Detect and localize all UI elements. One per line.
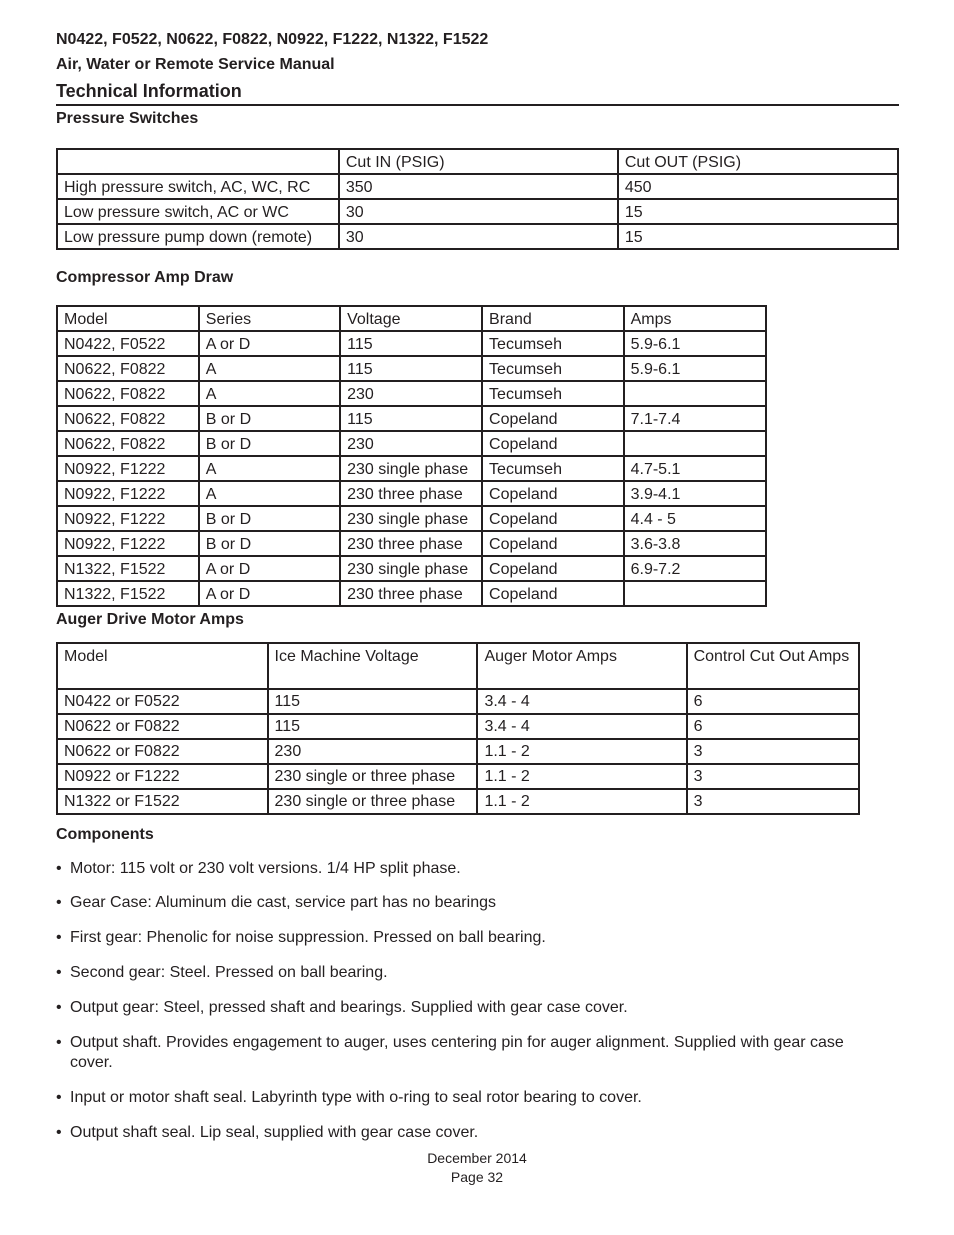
table-cell: 30 [339,224,618,249]
table-cell: 115 [268,689,478,714]
table-row [57,531,766,556]
column-header: Control Cut Out Amps [687,643,859,689]
table-cell: High pressure switch, AC, WC, RC [57,174,339,199]
table-cell: B or D [199,406,340,431]
table-cell: Copeland [482,506,624,531]
table-cell: 6 [687,714,859,739]
table-cell: 450 [618,174,898,199]
table-cell: 230 single phase [340,456,482,481]
table-row [57,431,766,456]
section-title: Technical Information [56,81,242,101]
auger-amps-heading: Auger Drive Motor Amps [56,611,244,628]
table-cell: 1.1 - 2 [477,789,686,814]
table-cell: 230 three phase [340,581,482,606]
list-item-text: Input or motor shaft seal. Labyrinth type with o-ring to seal rotor bearing to cover. [70,1089,642,1106]
column-header: Cut OUT (PSIG) [618,149,898,174]
table-cell: 3 [687,739,859,764]
table-row [57,789,859,814]
model-list-title: N0422, F0522, N0622, F0822, N0922, F1222, N1322, F1522 [56,31,489,48]
table-cell: A or D [199,331,340,356]
table-cell: 115 [340,406,482,431]
list-item [56,1123,886,1143]
list-item [56,963,886,983]
table-cell: 1.1 - 2 [477,764,686,789]
table-cell: A [199,481,340,506]
list-item [56,893,886,913]
table-cell: N0922, F1222 [57,506,199,531]
table-cell: 6 [687,689,859,714]
table-cell: Low pressure pump down (remote) [57,224,339,249]
table-cell: 3 [687,764,859,789]
bullet-icon: • [56,1034,62,1051]
manual-title: Air, Water or Remote Service Manual [56,56,335,73]
bullet-icon: • [56,1089,62,1106]
bullet-icon: • [56,964,62,981]
list-item-text: Output shaft. Provides engagement to auger, uses centering pin for auger alignment. Supplied with gear case cover. [70,1034,844,1071]
auger-amps-table [56,642,860,815]
table-row [57,739,859,764]
table-cell: N0422, F0522 [57,331,199,356]
table-cell: 115 [340,331,482,356]
bullet-icon: • [56,894,62,911]
bullet-icon: • [56,999,62,1016]
table-cell: 4.7-5.1 [624,456,766,481]
table-cell: Tecumseh [482,356,624,381]
table-cell: 230 three phase [340,531,482,556]
column-header: Amps [624,306,766,331]
list-item-text: Gear Case: Aluminum die cast, service part has no bearings [70,894,496,911]
list-item [56,859,886,879]
table-cell: N0622, F0822 [57,356,199,381]
table-cell [624,581,766,606]
table-cell: N0422 or F0522 [57,689,268,714]
table-cell: B or D [199,431,340,456]
list-item [56,998,886,1018]
table-row [57,331,766,356]
table-cell: A or D [199,556,340,581]
table-cell: N0622, F0822 [57,406,199,431]
table-cell: 230 [268,739,478,764]
table-cell: 1.1 - 2 [477,739,686,764]
table-header-row [57,643,859,689]
components-list [56,859,886,1143]
column-header: Brand [482,306,624,331]
table-cell: Low pressure switch, AC or WC [57,199,339,224]
bullet-icon: • [56,860,62,877]
footer-page-number: Page 32 [450,1169,504,1185]
pressure-switches-table [56,148,899,250]
table-cell: Tecumseh [482,381,624,406]
table-row [57,381,766,406]
table-cell: Copeland [482,431,624,456]
table-row [57,406,766,431]
table-cell: N0922, F1222 [57,456,199,481]
column-header [57,149,339,174]
table-cell: N0922 or F1222 [57,764,268,789]
column-header: Model [57,306,199,331]
table-cell: 5.9-6.1 [624,356,766,381]
footer-date: December 2014 [427,1150,527,1166]
column-header: Auger Motor Amps [477,643,686,689]
table-row [57,556,766,581]
column-header: Ice Machine Voltage [268,643,478,689]
table-cell: Copeland [482,581,624,606]
table-cell: 230 [340,431,482,456]
table-cell: 3 [687,789,859,814]
list-item [56,928,886,948]
table-cell: 3.4 - 4 [477,714,686,739]
bullet-icon: • [56,929,62,946]
table-cell: N1322, F1522 [57,556,199,581]
table-row [57,714,859,739]
table-cell: 3.9-4.1 [624,481,766,506]
list-item-text: Second gear: Steel. Pressed on ball bearing. [70,964,388,981]
table-header-row [57,149,898,174]
table-cell: 3.6-3.8 [624,531,766,556]
table-cell: 115 [268,714,478,739]
table-cell: A [199,381,340,406]
table-cell: 15 [618,199,898,224]
table-row [57,174,898,199]
table-cell: 3.4 - 4 [477,689,686,714]
column-header: Cut IN (PSIG) [339,149,618,174]
table-cell: 230 three phase [340,481,482,506]
table-row [57,224,898,249]
table-cell: 7.1-7.4 [624,406,766,431]
table-cell: 5.9-6.1 [624,331,766,356]
list-item [56,1033,886,1073]
table-cell: 230 single or three phase [268,789,478,814]
table-row [57,199,898,224]
table-row [57,481,766,506]
table-cell: Copeland [482,406,624,431]
table-cell: Copeland [482,531,624,556]
table-cell: A [199,356,340,381]
table-header-row [57,306,766,331]
table-cell: 230 single phase [340,556,482,581]
header-rule [56,104,899,106]
table-cell: N0622 or F0822 [57,739,268,764]
table-cell: N1322, F1522 [57,581,199,606]
table-cell [624,431,766,456]
compressor-amp-table [56,305,767,607]
table-cell: 6.9-7.2 [624,556,766,581]
column-header: Series [199,306,340,331]
table-cell: 230 [340,381,482,406]
table-cell: 30 [339,199,618,224]
table-row [57,581,766,606]
table-cell: 15 [618,224,898,249]
table-row [57,456,766,481]
pressure-switches-heading: Pressure Switches [56,110,199,127]
table-row [57,356,766,381]
table-cell: Tecumseh [482,331,624,356]
table-cell: B or D [199,531,340,556]
table-cell: N0922, F1222 [57,531,199,556]
column-header: Model [57,643,268,689]
list-item-text: Output gear: Steel, pressed shaft and bearings. Supplied with gear case cover. [70,999,628,1016]
table-row [57,506,766,531]
table-cell: N1322 or F1522 [57,789,268,814]
table-cell: 230 single or three phase [268,764,478,789]
list-item-text: First gear: Phenolic for noise suppression. Pressed on ball bearing. [70,929,546,946]
table-cell [624,381,766,406]
table-cell: 4.4 - 5 [624,506,766,531]
table-cell: A [199,456,340,481]
table-cell: 230 single phase [340,506,482,531]
list-item-text: Motor: 115 volt or 230 volt versions. 1/4 HP split phase. [70,860,461,877]
table-cell: N0922, F1222 [57,481,199,506]
table-cell: A or D [199,581,340,606]
table-cell: Tecumseh [482,456,624,481]
table-cell: 115 [340,356,482,381]
table-cell: N0622 or F0822 [57,714,268,739]
table-cell: Copeland [482,556,624,581]
table-row [57,689,859,714]
column-header: Voltage [340,306,482,331]
table-row [57,764,859,789]
table-cell: B or D [199,506,340,531]
table-cell: Copeland [482,481,624,506]
table-cell: N0622, F0822 [57,431,199,456]
compressor-amp-heading: Compressor Amp Draw [56,269,234,286]
bullet-icon: • [56,1124,62,1141]
table-cell: N0622, F0822 [57,381,199,406]
list-item [56,1088,886,1108]
table-cell: 350 [339,174,618,199]
list-item-text: Output shaft seal. Lip seal, supplied with gear case cover. [70,1124,479,1141]
components-heading: Components [56,826,154,843]
